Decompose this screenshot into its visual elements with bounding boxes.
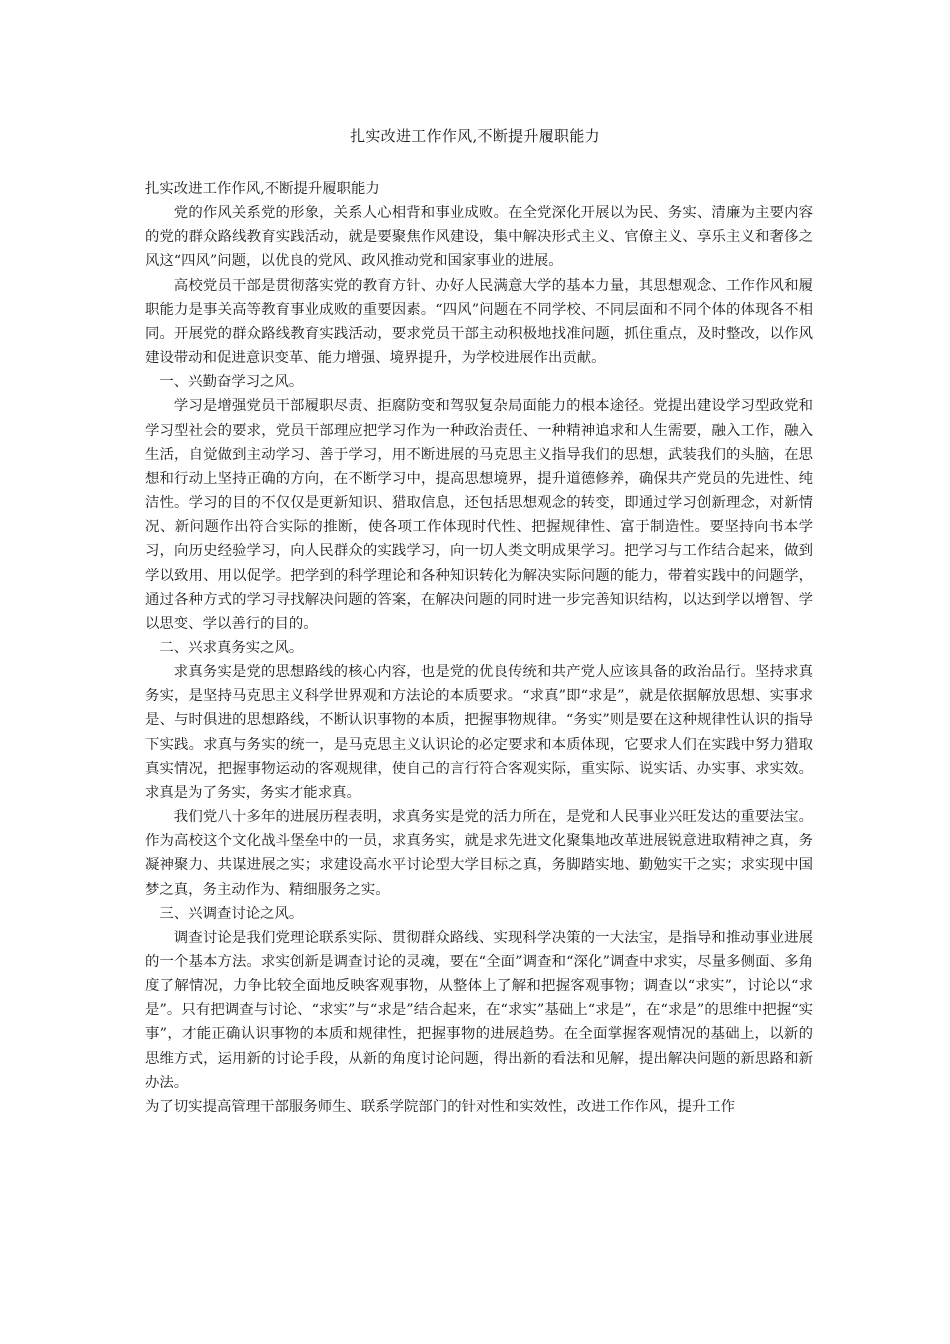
section-1-paragraph: 学习是增强党员干部履职尽责、拒腐防变和驾驭复杂局面能力的根本途径。党提出建设学习型政党和学习型社会的要求，党员干部理应把学习作为一种政治责任、一种精神追求和人生需要，融入工作，融入生活，自觉做到主动学习、善于学习，用不断进展的马克思主义指导我们的思想，武装我们的头脑，在思想和行动上坚持正确的方向，在不断学习中，提高思想境界，提升道德修养，确保共产党员的先进性、纯洁性。学习的目的不仅仅是更新知识、猎取信息，还包括思想观念的转变，即通过学习创新理念，对新情况、新问题作出符合实际的推断，使各项工作体现时代性、把握规律性、富于制造性。要坚持向书本学习，向历史经验学习，向人民群众的实践学习，向一切人类文明成果学习。把学习与工作结合起来，做到学以致用、用以促学。把学到的科学理论和各种知识转化为解决实际问题的能力，带着实践中的问题学，通过各种方式的学习寻找解决问题的答案，在解决问题的同时进一步完善知识结构，以达到学以增智、学以思变、学以善行的目的。	[145, 398, 813, 632]
section-2-paragraph-1: 求真务实是党的思想路线的核心内容，也是党的优良传统和共产党人应该具备的政治品行。坚持求真务实，是坚持马克思主义科学世界观和方法论的本质要求。“求真”即“求是”，就是依据解放思想、实事求是、与时俱进的思想路线，不断认识事物的本质，把握事物规律。“务实”则是要在这种规律性认识的指导下实践。求真与务实的统一，是马克思主义认识论的必定要求和本质体现，它要求人们在实践中努力猎取真实情况，把握事物运动的客观规律，使自己的言行符合客观实际，重实际、说实话、办实事、求实效。求真是为了务实，务实才能求真。	[145, 664, 813, 801]
section-heading-3: 三、兴调查讨论之风。	[159, 905, 304, 922]
intro-paragraph-1: 党的作风关系党的形象，关系人心相背和事业成败。在全党深化开展以为民、务实、清廉为主要内容的党的群众路线教育实践活动，就是要聚焦作风建设，集中解决形式主义、官僚主义、享乐主义和奢侈之风这“四风”问题，以优良的党风、政风推动党和国家事业的进展。	[145, 205, 813, 270]
intro-paragraph-2: 高校党员干部是贯彻落实党的教育方针、办好人民满意大学的基本力量，其思想观念、工作作风和履职能力是事关高等教育事业成败的重要因素。“四风”问题在不同学校、不同层面和不同个体的体现各不相同。开展党的群众路线教育实践活动，要求党员干部主动积极地找准问题，抓住重点，及时整改，以作风建设带动和促进意识变革、能力增强、境界提升，为学校进展作出贡献。	[145, 277, 813, 367]
trailing-line: 为了切实提高管理干部服务师生、联系学院部门的针对性和实效性，改进工作作风，提升工作	[145, 1098, 736, 1115]
section-3-paragraph: 调查讨论是我们党理论联系实际、贯彻群众路线、实现科学决策的一大法宝，是指导和推动事业进展的一个基本方法。求实创新是调查讨论的灵魂，要在“全面”调查和“深化”调查中求实，尽量多侧面、多角度了解情况，力争比较全面地反映客观事物，从整体上了解和把握客观事物；调查以“求实”，讨论以“求是”。只有把调查与讨论、“求实”与“求是”结合起来，在“求实”基础上“求是”，在“求是”的思维中把握“实事”，才能正确认识事物的本质和规律性，把握事物的进展趋势。在全面掌握客观情况的基础上，以新的思维方式，运用新的讨论手段，从新的角度讨论问题，得出新的看法和见解，提出解决问题的新思路和新办法。	[145, 929, 813, 1091]
document-body	[145, 177, 813, 1119]
section-2-paragraph-2: 我们党八十多年的进展历程表明，求真务实是党的活力所在，是党和人民事业兴旺发达的重要法宝。作为高校这个文化战斗堡垒中的一员，求真务实，就是求先进文化聚集地改革进展锐意进取精神之真，务凝神聚力、共谋进展之实；求建设高水平讨论型大学目标之真，务脚踏实地、勤勉实干之实；求实现中国梦之真，务主动作为、精细服务之实。	[145, 809, 813, 898]
section-heading-1: 一、兴勤奋学习之风。	[159, 374, 304, 391]
section-heading-2: 二、兴求真务实之风。	[159, 639, 304, 656]
document-title: 扎实改进工作作风,不断提升履职能力	[350, 127, 600, 145]
document-subtitle: 扎实改进工作作风,不断提升履职能力	[145, 181, 380, 197]
